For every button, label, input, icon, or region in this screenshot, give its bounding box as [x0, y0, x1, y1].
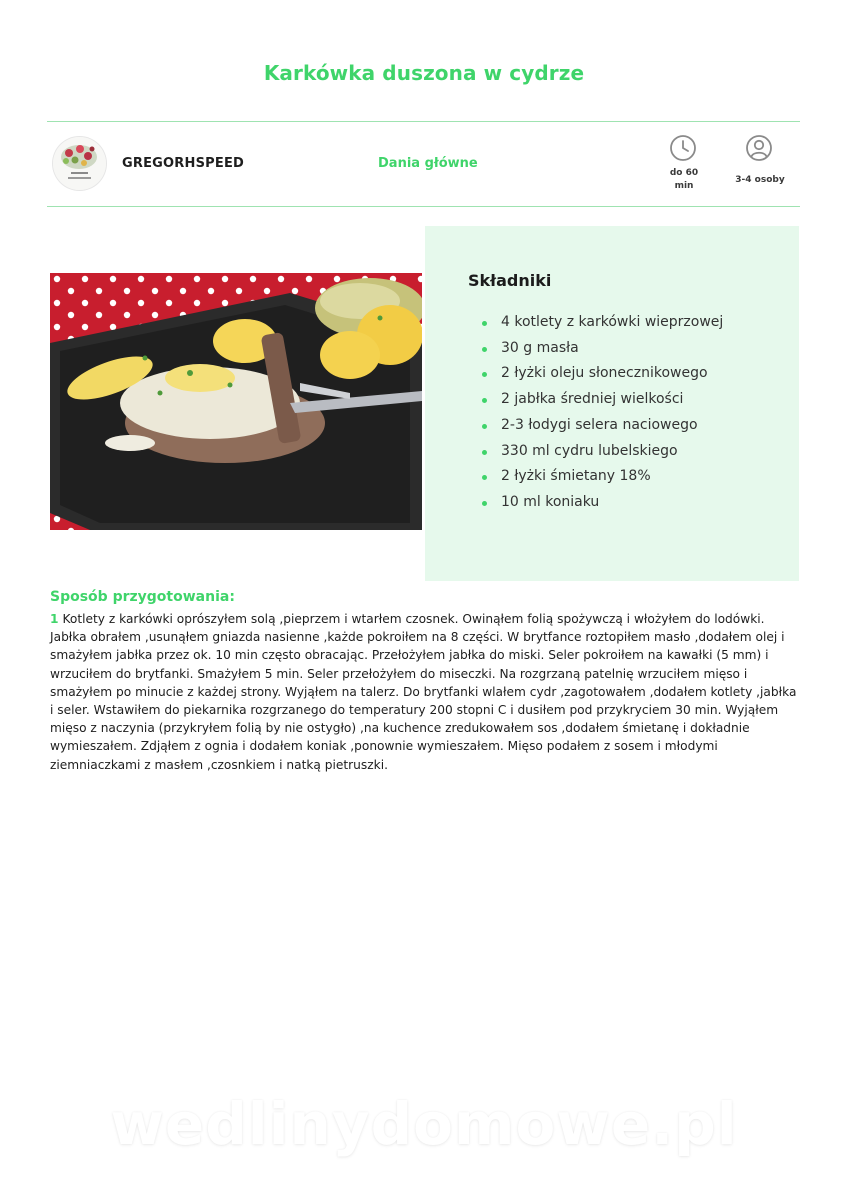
ingredient-item: 4 kotlety z karkówki wieprzowej: [501, 310, 723, 336]
ingredients-heading: Składniki: [468, 271, 552, 290]
servings: 3-4 osoby: [735, 175, 785, 185]
header-bottom-divider: [47, 206, 800, 207]
author-name[interactable]: GREGORHSPEED: [122, 156, 245, 171]
ingredient-item: 2 jabłka średniej wielkości: [501, 387, 723, 413]
header-top-divider: [47, 121, 800, 122]
step-number: 1: [50, 612, 59, 626]
preparation-heading: Sposób przygotowania:: [50, 589, 235, 605]
ingredients-panel: [425, 226, 799, 581]
person-icon: [745, 134, 773, 162]
preparation-step: [50, 610, 800, 774]
prep-time-unit: min: [674, 181, 694, 191]
ingredient-item: 10 ml koniaku: [501, 490, 723, 516]
ingredient-item: 2-3 łodygi selera naciowego: [501, 413, 723, 439]
prep-time: [664, 167, 704, 193]
ingredient-item: 2 łyżki śmietany 18%: [501, 464, 723, 490]
recipe-title: Karkówka duszona w cydrze: [263, 61, 585, 85]
dish-photo: [50, 273, 422, 530]
ingredient-item: 330 ml cydru lubelskiego: [501, 439, 723, 465]
recipe-category[interactable]: Dania główne: [378, 156, 478, 171]
clock-icon: [669, 134, 697, 162]
step-text: Kotlety z karkówki oprószyłem solą ,pieprzem i wtarłem czosnek. Owinąłem folią spożywczą i włożyłem do lodówki. Jabłka obrałem ,usunąłem gniazda nasienne ,każde pokroiłem na 8 części. W brytfance roztopiłem masło ,dodałem olej i smażyłem jabłka przez ok. 10 min często obracając. Przełożyłem jabłka do miski. Seler pokroiłem na kawałki (5 mm) i wrzuciłem do brytfanki. Smażyłem 5 min. Seler przełożyłem do miseczki. Na rozgrzaną patelnię wrzuciłem mięso i smażyłem po minucie z każdej strony. Wyjąłem na talerz. Do brytfanki wlałem cydr ,zagotowałem ,dodałem kotlety ,jabłka i seler. Wstawiłem do piekarnika rozgrzanego do temperatury 200 stopni C i dusiłem pod przykryciem 30 min. Wyjąłem mięso z naczynia (przykryłem folią by nie ostygło) ,na kuchence zredukowałem sos ,dodałem śmietanę i dokładnie wymieszałem. Zdjąłem z ognia i dodałem koniak ,ponownie wymieszałem. Mięso podałem z sosem i młodymi ziemniaczkami z masłem ,czosnkiem i natką pietruszki.: [50, 612, 797, 772]
site-watermark: wedlinydomowe.pl: [110, 1090, 738, 1158]
ingredients-list: [501, 310, 723, 516]
ingredient-item: 30 g masła: [501, 336, 723, 362]
prep-time-value: do 60: [669, 168, 699, 178]
author-avatar[interactable]: [53, 137, 106, 190]
ingredient-item: 2 łyżki oleju słonecznikowego: [501, 361, 723, 387]
